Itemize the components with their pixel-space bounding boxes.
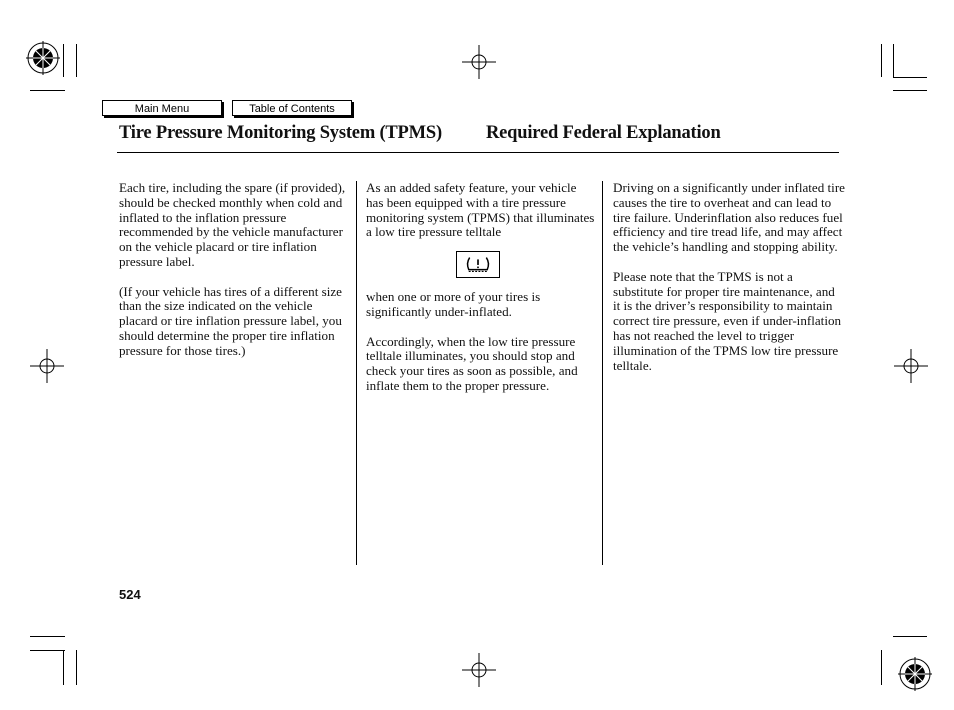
column-divider bbox=[356, 181, 357, 565]
section-title: Tire Pressure Monitoring System (TPMS) bbox=[119, 123, 442, 143]
paragraph: Please note that the TPMS is not a substitute for proper tire maintenance, and it is the driver’s responsibility to maintain correct tire pressure, even if under-inflation has not reached the level to trigger illumination of the TPMS low tire pressure telltale. bbox=[613, 268, 842, 373]
column-2 bbox=[366, 181, 596, 409]
crosshair-icon bbox=[30, 349, 64, 383]
paragraph: when one or more of your tires is significantly under-inflated. bbox=[366, 289, 541, 319]
column-3 bbox=[613, 181, 845, 388]
paragraph: As an added safety feature, your vehicle has been equipped with a tire pressure monitoring system (TPMS) that illuminates a low tire pressure telltale bbox=[366, 180, 595, 240]
registration-target-icon bbox=[26, 41, 60, 75]
crosshair-icon bbox=[894, 349, 928, 383]
paragraph: Driving on a significantly under inflated tire causes the tire to overheat and can lead to tire failure. Underinflation also reduces fuel efficiency and tire tread life, and may affect the vehicle’s handling and stopping ability. bbox=[613, 180, 845, 255]
main-menu-button[interactable]: Main Menu bbox=[102, 100, 222, 116]
registration-target-icon bbox=[898, 657, 932, 691]
paragraph: Each tire, including the spare (if provided), should be checked monthly when cold and inflated to the inflation pressure recommended by the vehicle manufacturer on the vehicle placard or tire inflation pressure label. bbox=[119, 180, 346, 269]
paragraph: Accordingly, when the low tire pressure telltale illuminates, you should stop and check your tires as soon as possible, and inflate them to the proper pressure. bbox=[366, 333, 578, 393]
paragraph: (If your vehicle has tires of a different size than the size indicated on the vehicle placard or tire inflation pressure label, you should determine the proper tire inflation pressure for those tires.) bbox=[119, 283, 342, 358]
crosshair-icon bbox=[462, 653, 496, 687]
table-of-contents-button[interactable]: Table of Contents bbox=[232, 100, 352, 116]
header-divider bbox=[117, 152, 839, 153]
subsection-title: Required Federal Explanation bbox=[486, 123, 721, 143]
page-number: 524 bbox=[119, 587, 141, 602]
tpms-low-tire-pressure-icon bbox=[456, 251, 500, 278]
column-1 bbox=[119, 181, 347, 373]
crosshair-icon bbox=[462, 45, 496, 79]
column-divider bbox=[602, 181, 603, 565]
